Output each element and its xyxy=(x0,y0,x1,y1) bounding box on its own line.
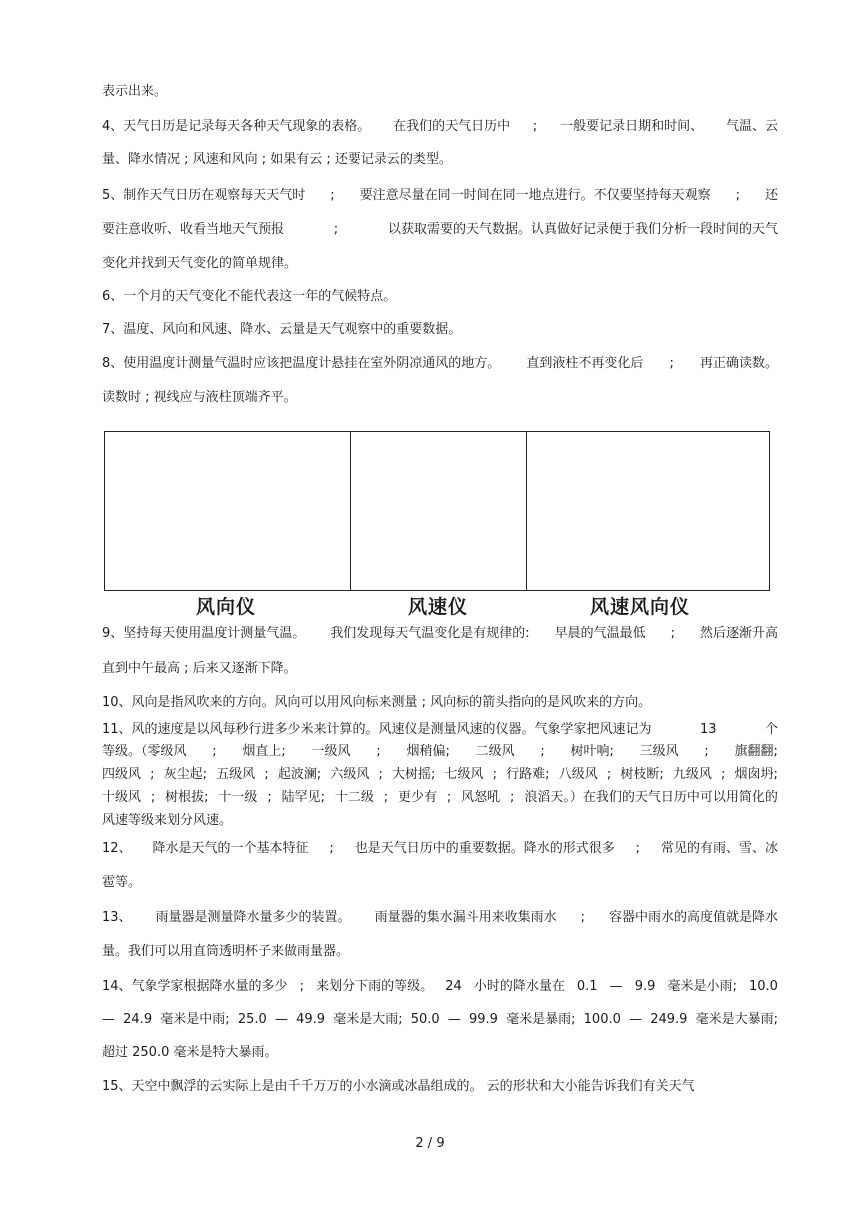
text-line: 读数时 ; 视线应与液柱顶端齐平。 xyxy=(102,390,297,405)
text-line: 变化并找到天气变化的简单规律。 xyxy=(102,256,298,271)
text-line: 量、降水情况 ; 风速和风向 ; 如果有云 ; 还要记录云的类型。 xyxy=(102,152,452,167)
instrument-figure-frame xyxy=(104,431,770,591)
text-line: 等级。（零级风 ; 烟直上; 一级风 ; 烟稍偏; 二级风 ; 树叶响; 三级风 ; 旗翻翻; xyxy=(102,744,778,759)
text-line: 5、制作天气日历在观察每天天气时 ; 要注意尽量在同一时间在同一地点进行。不仅要坚持每天观察 ; 还 xyxy=(102,188,778,203)
text-line: 11、风的速度是以风每秒行进多少米来计算的。风速仪是测量风速的仪器。气象学家把风速记为 13 个 xyxy=(102,722,778,737)
caption-wind-vane: 风向仪 xyxy=(196,596,257,618)
text-line: 四级风 ; 灰尘起; 五级风 ; 起波澜; 六级风 ; 大树摇; 七级风 ; 行路难; 八级风 ; 树枝断; 九级风 ; 烟囱坍; xyxy=(102,767,778,782)
caption-anemometer: 风速仪 xyxy=(408,596,469,618)
text-line: 要注意收听、收看当地天气预报 ; 以获取需要的天气数据。认真做好记录便于我们分析一段时间的天气 xyxy=(102,222,778,237)
text-line: 量。我们可以用直筒透明杯子来做雨量器。 xyxy=(102,944,350,959)
figure-divider xyxy=(350,432,351,590)
text-line: 12、 降水是天气的一个基本特征 ; 也是天气日历中的重要数据。降水的形式很多 ; 常见的有雨、雪、冰 xyxy=(102,841,778,856)
text-line: 8、使用温度计测量气温时应该把温度计悬挂在室外阴凉通风的地方。 直到液柱不再变化后 ; 再正确读数。 xyxy=(102,356,778,371)
page-number: 2 / 9 xyxy=(415,1136,445,1151)
text-line: 超过 250.0 毫米是特大暴雨。 xyxy=(102,1045,278,1060)
figure-divider xyxy=(526,432,527,590)
text-line: 4、天气日历是记录每天各种天气现象的表格。 在我们的天气日历中 ; 一般要记录日期和时间、 气温、云 xyxy=(102,119,778,134)
text-line: 6、一个月的天气变化不能代表这一年的气候特点。 xyxy=(102,289,397,304)
text-line: 13、 雨量器是测量降水量多少的装置。 雨量器的集水漏斗用来收集雨水 ; 容器中雨水的高度值就是降水 xyxy=(102,910,778,925)
text-line: 表示出来。 xyxy=(102,84,168,99)
caption-wind-speed-direction-meter: 风速风向仪 xyxy=(590,596,691,618)
text-line: — 24.9 毫米是中雨; 25.0 — 49.9 毫米是大雨; 50.0 — 99.9 毫米是暴雨; 100.0 — 249.9 毫米是大暴雨; xyxy=(102,1012,778,1027)
text-line: 14、气象学家根据降水量的多少 ; 来划分下雨的等级。 24 小时的降水量在 0.1 — 9.9 毫米是小雨; 10.0 xyxy=(102,979,778,994)
text-line: 十级风 ; 树根拔; 十一级 ; 陆罕见; 十二级 ; 更少有 ; 风怒吼 ; 浪滔天。）在我们的天气日历中可以用简化的 xyxy=(102,790,778,805)
text-line: 雹等。 xyxy=(102,875,142,890)
text-line: 风速等级来划分风速。 xyxy=(102,813,233,828)
text-line: 7、温度、风向和风速、降水、云量是天气观察中的重要数据。 xyxy=(102,322,462,337)
text-line: 15、天空中飘浮的云实际上是由千千万万的小水滴或冰晶组成的。 云的形状和大小能告诉我们有关天气 xyxy=(102,1079,695,1094)
text-line: 9、坚持每天使用温度计测量气温。 我们发现每天气温变化是有规律的: 早晨的气温最低 ; 然后逐渐升高 xyxy=(102,626,778,641)
text-line: 10、风向是指风吹来的方向。风向可以用风向标来测量 ; 风向标的箭头指向的是风吹来的方向。 xyxy=(102,695,652,710)
text-line: 直到中午最高 ; 后来又逐渐下降。 xyxy=(102,661,297,676)
